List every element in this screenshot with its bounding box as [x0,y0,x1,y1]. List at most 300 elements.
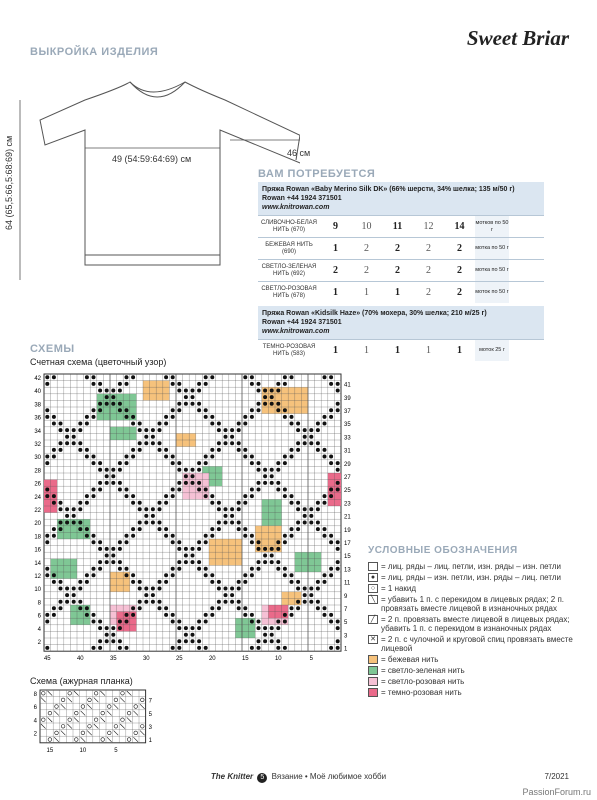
purl-dot [230,521,234,525]
purl-dot [85,613,89,617]
purl-dot [98,468,102,472]
purl-dot [329,646,333,650]
purl-dot [184,547,188,551]
purl-dot [336,620,340,624]
purl-dot [204,461,208,465]
purl-dot [52,501,56,505]
purl-dot [257,639,261,643]
lace-col-label: 5 [114,747,118,754]
chart-row-label: 27 [344,475,351,481]
purl-dot [138,501,142,505]
purl-dot [204,620,208,624]
purl-dot [191,389,195,393]
purl-dot [230,435,234,439]
yarn-quantity: 1 [426,345,431,356]
purl-dot [309,521,313,525]
purl-dot [197,567,201,571]
purl-dot [144,507,148,511]
purl-dot [290,580,294,584]
purl-dot [171,415,175,419]
purl-dot [323,527,327,531]
purl-dot [263,554,267,558]
purl-dot [131,501,135,505]
purl-dot [72,507,76,511]
purl-dot [191,402,195,406]
purl-dot [52,534,56,538]
purl-dot [276,620,280,624]
purl-dot [296,422,300,426]
purl-dot [92,455,96,459]
purl-dot [65,428,69,432]
purl-dot [329,573,333,577]
purl-dot [309,587,313,591]
purl-dot [177,560,181,564]
purl-dot [290,573,294,577]
purl-dot [329,375,333,379]
yarn-unit: мотков по 50 г [475,216,509,237]
purl-dot [131,455,135,459]
purl-dot [151,435,155,439]
lace-row-label: 7 [148,698,152,705]
yarn1-url: www.knitrowan.com [262,204,330,211]
purl-dot [210,613,214,617]
legend-item [368,562,573,571]
purl-dot [111,389,115,393]
purl-dot [276,567,280,571]
purl-dot [78,428,82,432]
purl-dot [329,540,333,544]
purl-dot [45,494,49,498]
chart-row-label: 4 [37,626,41,633]
chart-row-label: 19 [344,527,351,534]
purl-dot [243,448,247,452]
purl-dot [177,408,181,412]
lace-row-label: 1 [148,738,152,745]
yarn2-header [258,306,544,339]
purl-dot [72,514,76,518]
purl-dot [329,382,333,386]
yarn-row [258,215,544,237]
purl-dot [257,547,261,551]
purl-dot [85,534,89,538]
purl-dot [283,613,287,617]
purl-dot [290,415,294,419]
lace-row-label: 2 [33,731,37,738]
purl-dot [92,613,96,617]
legend-list [368,562,573,699]
purl-dot [329,408,333,412]
purl-dot [158,527,162,531]
purl-dot [336,468,340,472]
purl-dot [191,474,195,478]
purl-dot [191,547,195,551]
purl-dot [283,534,287,538]
yarn-quantity: 2 [457,265,462,276]
yarn-row [258,281,544,303]
purl-dot [257,560,261,564]
purl-dot [204,646,208,650]
purl-dot [151,441,155,445]
chart-row-label: 17 [344,541,351,547]
footer-page-number: 5 [257,773,267,783]
purl-dot [177,547,181,551]
purl-dot [171,540,175,544]
purl-dot [243,455,247,459]
legend-text: = 2 п. с чулочной и круговой спиц провязать вместе лицевой [381,635,573,653]
purl-dot [257,402,261,406]
width-measure: 49 (54:59:64:69) см [112,154,192,164]
purl-dot [85,415,89,419]
purl-dot [111,639,115,643]
purl-dot [158,600,162,604]
purl-dot [98,646,102,650]
legend-text: = темно-розовая нить [381,688,462,697]
purl-dot [105,468,109,472]
purl-dot [171,488,175,492]
purl-dot [151,600,155,604]
purl-dot [191,626,195,630]
purl-dot [78,527,82,531]
chart-col-label: 20 [208,656,216,663]
purl-dot [78,422,82,426]
purl-dot [217,441,221,445]
purl-dot [105,402,109,406]
purl-dot [336,540,340,544]
purl-dot [65,587,69,591]
purl-dot [111,402,115,406]
chart-row-label: 12 [34,574,41,580]
purl-dot [237,600,241,604]
legend-item [368,584,573,593]
purl-dot [276,389,280,393]
purl-dot [290,494,294,498]
purl-dot [204,534,208,538]
legend-symbol-icon: ○ [368,584,378,593]
purl-dot [250,494,254,498]
purl-dot [217,428,221,432]
purl-dot [217,501,221,505]
purl-dot [323,580,327,584]
purl-dot [184,395,188,399]
purl-dot [52,422,56,426]
purl-dot [210,422,214,426]
purl-dot [65,435,69,439]
purl-dot [98,547,102,551]
chart-row-label: 2 [37,640,41,646]
footer [0,772,597,783]
purl-dot [290,422,294,426]
purl-dot [118,547,122,551]
purl-dot [283,455,287,459]
purl-dot [78,580,82,584]
footer-magazine: The Knitter [210,772,254,781]
purl-dot [111,395,115,399]
yarn-quantity: 11 [392,221,403,232]
legend-symbol-icon [368,666,378,675]
yarn2-title: Пряжа Rowan «Kidsilk Haze» (70% мохера, 30% шелка; 210 м/25 г) [262,310,487,317]
purl-dot [316,422,320,426]
purl-dot [118,626,122,630]
purl-dot [52,580,56,584]
yarn-quantity: 1 [395,345,400,356]
yarn1-title: Пряжа Rowan «Baby Merino Silk DK» (66% шерсти, 34% шелка; 135 м/50 г) [262,186,515,193]
legend-item [368,655,573,664]
purl-dot [257,620,261,624]
yarn-quantity: 2 [395,265,400,276]
purl-dot [336,646,340,650]
purl-dot [72,428,76,432]
purl-dot [151,507,155,511]
purl-dot [270,626,274,630]
purl-dot [164,415,168,419]
purl-dot [98,626,102,630]
chart-row-label: 33 [344,435,351,442]
purl-dot [270,547,274,551]
purl-dot [217,580,221,584]
purl-dot [230,507,234,511]
purl-dot [257,488,261,492]
purl-dot [144,521,148,525]
chart-row-label: 32 [34,442,41,448]
lace-row-label: 3 [148,725,152,731]
purl-dot [257,382,261,386]
legend-symbol-icon [368,677,378,686]
purl-dot [171,646,175,650]
purl-dot [303,587,307,591]
purl-dot [323,375,327,379]
purl-dot [177,382,181,386]
purl-dot [303,514,307,518]
purl-dot [263,402,267,406]
yarn1-phone: Rowan +44 1924 371501 [262,195,342,202]
purl-dot [59,527,63,531]
purl-dot [250,567,254,571]
purl-dot [303,600,307,604]
chart-row-label: 5 [344,620,348,627]
purl-dot [164,501,168,505]
purl-dot [316,606,320,610]
purl-dot [92,494,96,498]
purl-dot [237,527,241,531]
purl-dot [224,600,228,604]
purl-dot [204,540,208,544]
purl-dot [323,613,327,617]
purl-dot [316,441,320,445]
yarn-quantity: 2 [364,243,369,254]
purl-dot [210,455,214,459]
purl-dot [118,567,122,571]
purl-dot [177,481,181,485]
purl-dot [125,494,129,498]
purl-dot [138,527,142,531]
chart-row-label: 15 [344,554,351,561]
purl-dot [263,395,267,399]
yarn-row [258,259,544,281]
purl-dot [283,375,287,379]
purl-dot [85,375,89,379]
purl-dot [78,441,82,445]
purl-dot [177,488,181,492]
purl-dot [309,507,313,511]
purl-dot [250,573,254,577]
purl-dot [125,534,129,538]
purl-dot [98,620,102,624]
purl-dot [65,441,69,445]
purl-dot [237,507,241,511]
purl-dot [131,415,135,419]
chart-row-label: 38 [34,402,41,409]
yarn2-phone: Rowan +44 1924 371501 [262,319,342,326]
purl-dot [98,639,102,643]
purl-dot [230,441,234,445]
legend-item [368,595,573,613]
purl-dot [164,606,168,610]
purl-dot [164,455,168,459]
purl-dot [144,593,148,597]
purl-dot [85,580,89,584]
chart-row-label: 21 [344,514,351,521]
legend-item [368,677,573,686]
legend-item [368,635,573,653]
purl-dot [125,567,129,571]
purl-dot [131,534,135,538]
chart-row-label: 31 [344,448,351,455]
purl-dot [105,554,109,558]
purl-dot [237,580,241,584]
chart-row-label: 23 [344,501,351,508]
purl-dot [45,375,49,379]
legend-symbol-icon [368,688,378,697]
lace-row-label: 4 [33,718,37,725]
purl-dot [171,573,175,577]
purl-dot [204,567,208,571]
purl-dot [316,448,320,452]
purl-dot [250,540,254,544]
purl-dot [323,534,327,538]
purl-dot [85,573,89,577]
purl-dot [52,613,56,617]
purl-dot [237,606,241,610]
purl-dot [290,375,294,379]
yarn-color-name: СВЕТЛО-ЗЕЛЕНАЯ НИТЬ (692) [261,263,317,277]
purl-dot [98,560,102,564]
purl-dot [336,626,340,630]
purl-dot [59,521,63,525]
purl-dot [296,580,300,584]
purl-dot [131,494,135,498]
purl-dot [144,428,148,432]
chart-row-label: 14 [34,560,41,567]
purl-dot [85,455,89,459]
purl-dot [204,382,208,386]
purl-dot [217,527,221,531]
purl-dot [204,494,208,498]
purl-dot [329,488,333,492]
purl-dot [237,501,241,505]
legend-symbol-icon: ╱ [368,615,378,624]
purl-dot [197,540,201,544]
chart-row-label: 36 [34,415,41,422]
purl-dot [171,567,175,571]
legend-text: = светло-зеленая нить [381,666,465,675]
purl-dot [105,626,109,630]
purl-dot [92,620,96,624]
yarn-color-name: СЛИВОЧНО-БЕЛАЯ НИТЬ (670) [261,219,317,233]
purl-dot [45,573,49,577]
purl-dot [257,468,261,472]
purl-dot [131,448,135,452]
purl-dot [250,613,254,617]
purl-dot [72,600,76,604]
purl-dot [290,606,294,610]
purl-dot [177,646,181,650]
purl-dot [105,389,109,393]
purl-dot [131,613,135,617]
purl-dot [171,494,175,498]
yarn-color-name: ТЕМНО-РОЗОВАЯ НИТЬ (583) [262,343,316,357]
purl-dot [144,441,148,445]
chart-row-label: 26 [34,481,41,488]
purl-dot [276,547,280,551]
purl-dot [316,521,320,525]
purl-dot [78,448,82,452]
purl-dot [125,620,129,624]
purl-dot [230,593,234,597]
purl-dot [270,402,274,406]
purl-dot [316,580,320,584]
purl-dot [270,639,274,643]
purl-dot [323,606,327,610]
purl-dot [171,613,175,617]
chart-row-label: 13 [344,567,351,574]
yarn-table [258,182,544,361]
purl-dot [329,613,333,617]
purl-dot [329,461,333,465]
purl-dot [276,639,280,643]
purl-dot [138,606,142,610]
purl-dot [59,441,63,445]
purl-dot [45,455,49,459]
purl-dot [296,587,300,591]
purl-dot [59,422,63,426]
purl-dot [270,468,274,472]
watermark: PassionForum.ru [522,787,591,797]
yarn2-rows [258,339,544,361]
purl-dot [78,600,82,604]
lace-col-label: 15 [46,747,54,754]
purl-dot [329,534,333,538]
chart-col-label: 35 [109,656,117,663]
lace-row-label: 5 [148,711,152,718]
purl-dot [243,415,247,419]
purl-dot [263,633,267,637]
purl-dot [45,408,49,412]
chart-col-label: 5 [309,656,313,663]
purl-dot [105,481,109,485]
purl-dot [224,441,228,445]
purl-dot [243,580,247,584]
purl-dot [85,501,89,505]
purl-dot [210,415,214,419]
purl-dot [276,402,280,406]
purl-dot [204,573,208,577]
purl-dot [85,606,89,610]
purl-dot [224,514,228,518]
purl-dot [323,494,327,498]
yarn-unit: мотка по 50 г [475,238,509,259]
brand-title: Sweet Briar [466,26,569,50]
purl-dot [92,488,96,492]
